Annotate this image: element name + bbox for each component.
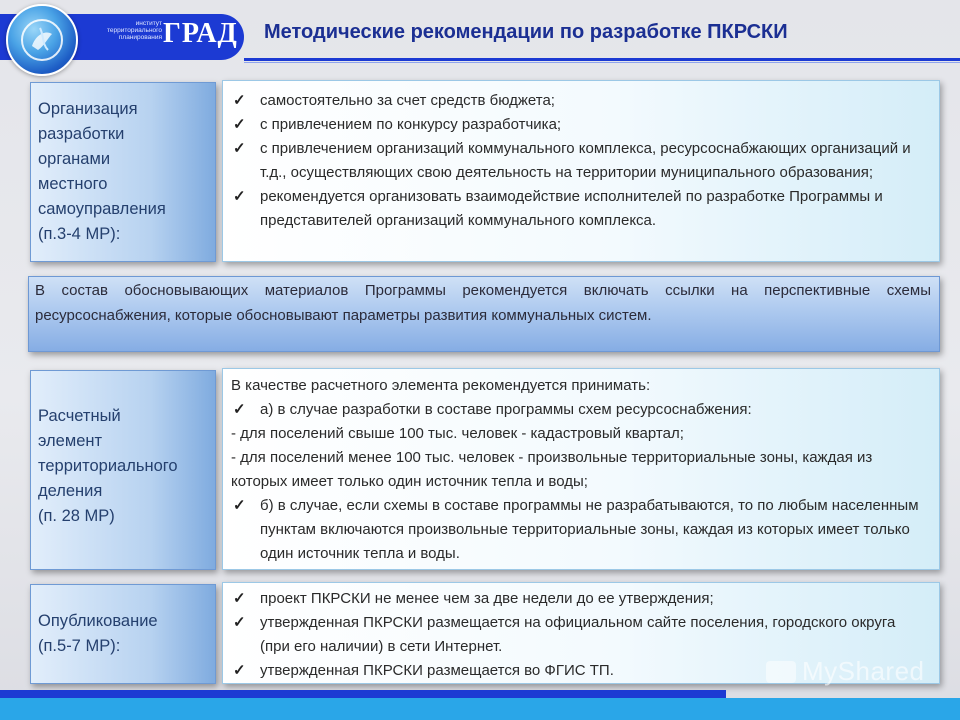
label-line: Организация (38, 100, 138, 118)
check-icon: ✓ (233, 614, 246, 631)
list-item-text: а) в случае разработки в составе программы схем ресурсоснабжения: (260, 401, 752, 418)
check-icon: ✓ (233, 662, 246, 679)
intro-line: В качестве расчетного элемента рекомендуется принимать: (231, 377, 651, 394)
list-item-text: утвержденная ПКРСКИ размещается на официальном сайте поселения, городского округа (при его наличии) в сети Интернет. (260, 614, 896, 655)
label-line: органами (38, 150, 111, 168)
logo-caption-line: планирования (118, 34, 162, 41)
watermark (766, 656, 925, 687)
organization-content-box (222, 80, 940, 262)
logo-caption-line: институт (135, 20, 162, 27)
list-item-text: с привлечением организаций коммунального комплекса, ресурсоснабжающих организаций и т.д., осуществляющих свою деятельность на территории муниципального образования; (260, 140, 911, 181)
publication-label-box (30, 584, 216, 684)
dash-line: - для поселений менее 100 тыс. человек - произвольные территориальные зоны, каждая из которых имеет только один источник тепла и воды; (231, 449, 873, 490)
check-icon: ✓ (233, 116, 246, 133)
check-icon: ✓ (233, 92, 246, 109)
materials-note-text: В состав обосновывающих материалов Программы рекомендуется включать ссылки на перспективные схемы ресурсоснабжения, которые обосновывают параметры развития коммунальных систем. (35, 282, 931, 324)
label-line: (п. 28 МР) (38, 507, 115, 525)
list-item-text: утвержденная ПКРСКИ размещается во ФГИС ТП. (260, 662, 614, 679)
list-item (231, 113, 929, 137)
dash-line: - для поселений свыше 100 тыс. человек - кадастровый квартал; (231, 425, 684, 442)
label-line: деления (38, 482, 103, 500)
list-item (231, 185, 929, 233)
calc-element-label (38, 404, 211, 529)
list-item (231, 611, 929, 659)
label-line: самоуправления (38, 200, 166, 218)
publication-label (38, 609, 211, 659)
watermark-text: MyShared (802, 656, 925, 686)
title-underline (244, 58, 960, 61)
check-icon: ✓ (233, 140, 246, 157)
logo-emblem-icon (6, 4, 78, 76)
list-item (231, 398, 929, 422)
page-title: Методические рекомендации по разработке ПКРСКИ (264, 21, 788, 43)
calc-element-content-box (222, 368, 940, 570)
organization-label (38, 97, 211, 247)
label-line: местного (38, 175, 108, 193)
label-line: Опубликование (38, 612, 158, 630)
logo-name: ГРАД (163, 18, 238, 49)
label-line: разработки (38, 125, 125, 143)
organization-list (231, 89, 929, 233)
list-item-text: самостоятельно за счет средств бюджета; (260, 92, 555, 109)
label-line: элемент (38, 432, 103, 450)
list-item-text: проект ПКРСКИ не менее чем за две недели до ее утверждения; (260, 590, 714, 607)
list-item-text: с привлечением по конкурсу разработчика; (260, 116, 562, 133)
list-item (231, 89, 929, 113)
label-line: (п.3-4 МР): (38, 225, 121, 243)
title-underline-thin (244, 62, 960, 63)
label-line: (п.5-7 МР): (38, 637, 121, 655)
list-item (231, 494, 929, 566)
logo-emblem-graphic (18, 16, 66, 64)
list-item (231, 137, 929, 185)
list-item (231, 587, 929, 611)
logo-caption (86, 20, 162, 41)
logo-caption-line: территориального (107, 27, 162, 34)
footer-stripe (0, 698, 960, 720)
label-line: территориального (38, 457, 178, 475)
label-line: Расчетный (38, 407, 121, 425)
materials-note-band (28, 276, 940, 352)
list-item-text: рекомендуется организовать взаимодействие исполнителей по разработке Программы и представителей организаций коммунального комплекса. (260, 188, 883, 229)
watermark-icon (766, 661, 796, 683)
calc-element-list (231, 374, 929, 566)
organization-label-box (30, 82, 216, 262)
check-icon: ✓ (233, 497, 246, 514)
check-icon: ✓ (233, 401, 246, 418)
list-item-text: б) в случае, если схемы в составе программы не разрабатываются, то по любым населенным пунктам включаются произвольные территориальные зоны, каждая из которых имеет только один источник тепла и воды. (260, 497, 919, 562)
calc-element-label-box (30, 370, 216, 570)
check-icon: ✓ (233, 188, 246, 205)
check-icon: ✓ (233, 590, 246, 607)
footer-bar (0, 690, 726, 698)
